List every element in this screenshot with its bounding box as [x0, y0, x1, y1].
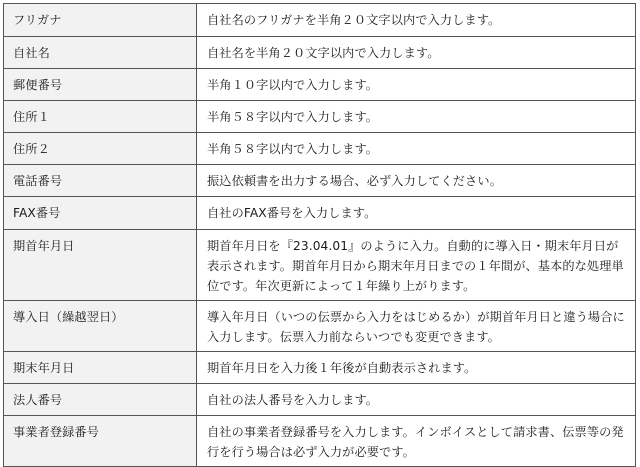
row-description-fiscal-end: 期首年月日を入力後１年後が自動表示されます。	[197, 352, 636, 384]
row-label-fiscal-end: 期末年月日	[4, 352, 197, 384]
row-description-address-1: 半角５８字以内で入力します。	[197, 101, 636, 133]
row-label-fax: FAX番号	[4, 197, 197, 230]
row-description-fiscal-start: 期首年月日を『23.04.01』のように入力。自動的に導入日・期末年月日が表示されます。期首年月日から期末年月日までの１年間が、基本的な処理単位です。年次更新によって１年繰り上がります。	[197, 230, 636, 301]
row-label-corporate-number: 法人番号	[4, 384, 197, 416]
table-row	[4, 37, 636, 69]
row-description-phone: 振込依頼書を出力する場合、必ず入力してください。	[197, 165, 636, 197]
table-row	[4, 301, 636, 352]
row-description-postal-code: 半角１０字以内で入力します。	[197, 69, 636, 101]
settings-table-container	[3, 3, 635, 467]
row-description-furigana: 自社名のフリガナを半角２０文字以内で入力します。	[197, 4, 636, 37]
row-label-furigana: フリガナ	[4, 4, 197, 37]
table-row	[4, 230, 636, 301]
table-row	[4, 101, 636, 133]
row-description-company-name: 自社名を半角２０文字以内で入力します。	[197, 37, 636, 69]
row-label-address-1: 住所１	[4, 101, 197, 133]
row-label-company-name: 自社名	[4, 37, 197, 69]
row-description-corporate-number: 自社の法人番号を入力します。	[197, 384, 636, 416]
row-description-introduction-date: 導入年月日（いつの伝票から入力をはじめるか）が期首年月日と違う場合に入力します。伝票入力前ならいつでも変更できます。	[197, 301, 636, 352]
row-label-introduction-date: 導入日（繰越翌日）	[4, 301, 197, 352]
row-label-postal-code: 郵便番号	[4, 69, 197, 101]
table-row	[4, 384, 636, 416]
table-row	[4, 352, 636, 384]
table-row	[4, 4, 636, 37]
table-row	[4, 133, 636, 165]
table-row	[4, 416, 636, 467]
row-label-address-2: 住所２	[4, 133, 197, 165]
company-settings-table	[3, 3, 636, 467]
row-label-registration-number: 事業者登録番号	[4, 416, 197, 467]
row-label-fiscal-start: 期首年月日	[4, 230, 197, 301]
row-description-registration-number: 自社の事業者登録番号を入力します。インボイスとして請求書、伝票等の発行を行う場合は必ず入力が必要です。	[197, 416, 636, 467]
row-description-address-2: 半角５８字以内で入力します。	[197, 133, 636, 165]
table-row	[4, 69, 636, 101]
row-description-fax: 自社のFAX番号を入力します。	[197, 197, 636, 230]
row-label-phone: 電話番号	[4, 165, 197, 197]
table-row	[4, 165, 636, 197]
table-row	[4, 197, 636, 230]
